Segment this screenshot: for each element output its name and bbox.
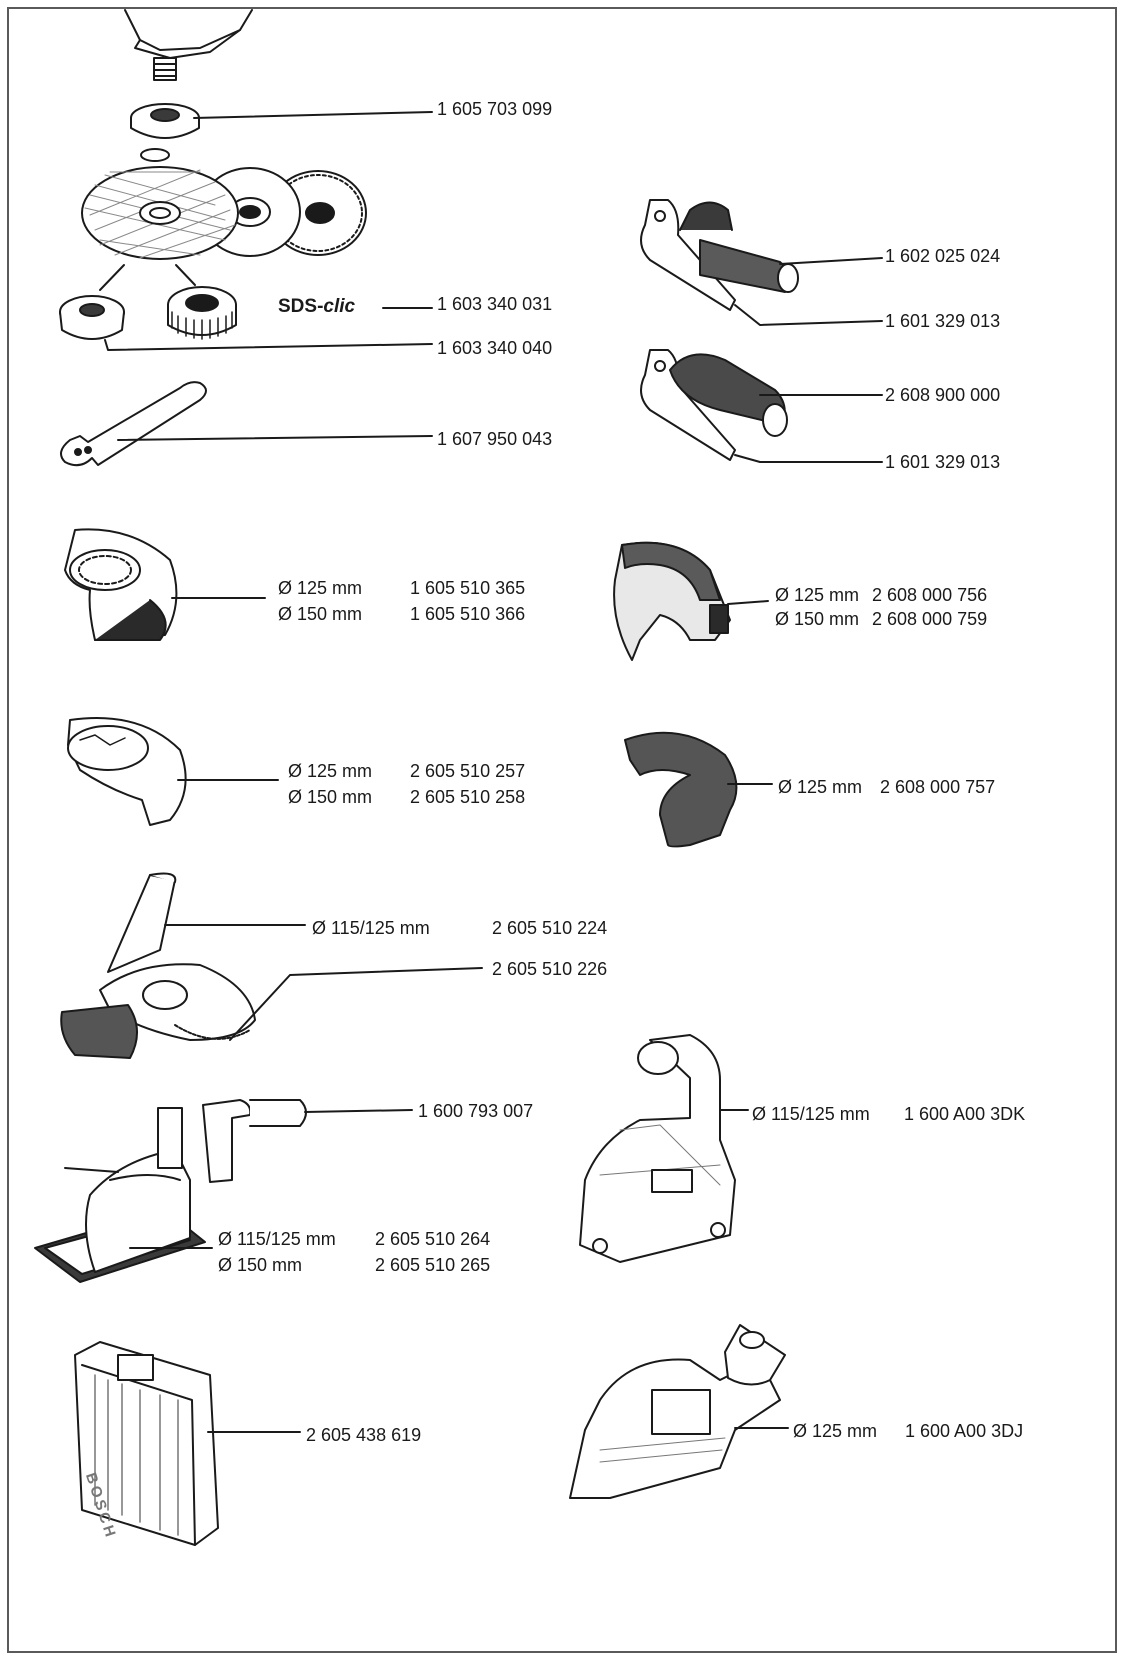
- extraction-hood-2-diameter: Ø 125 mm: [793, 1421, 878, 1441]
- extraction-hood-1-illustration: [580, 1035, 748, 1262]
- extraction-hood-1-diameter: Ø 115/125 mm: [752, 1104, 870, 1124]
- auxiliary-handle-1-illustration: [641, 200, 882, 325]
- extraction-guard-part-number-2: 2 605 510 226: [492, 959, 608, 979]
- guard-2-diameter-2: Ø 150 mm: [288, 787, 373, 807]
- extraction-guard-part-number-1: 2 605 510 224: [492, 918, 608, 938]
- guard-1-diameter-1: Ø 125 mm: [278, 578, 363, 598]
- guide-sled-diameter-2: Ø 150 mm: [218, 1255, 303, 1275]
- guard-1-part-number-1: 1 605 510 365: [410, 578, 526, 598]
- flange-part-number: 1 605 703 099: [437, 99, 553, 119]
- cutting-guard-r1-illustration: [614, 543, 768, 660]
- handle-1-part-number: 1 602 025 024: [885, 246, 1001, 266]
- guard-r1-part-number-1: 2 608 000 756: [872, 585, 988, 605]
- guard-1-diameter-2: Ø 150 mm: [278, 604, 363, 624]
- extraction-hood-2-illustration: [570, 1325, 788, 1498]
- clamping-nut-part-number: 1 603 340 040: [437, 338, 553, 358]
- guard-r1-part-number-2: 2 608 000 759: [872, 609, 988, 629]
- guard-r2-diameter-1: Ø 125 mm: [778, 777, 863, 797]
- guide-sled-diameter-1: Ø 115/125 mm: [218, 1229, 336, 1249]
- guard-2-part-number-2: 2 605 510 258: [410, 787, 526, 807]
- guide-sled-part-number-1: 2 605 510 264: [375, 1229, 491, 1249]
- guard-2-diameter-1: Ø 125 mm: [288, 761, 373, 781]
- case-brand-logo: BOSCH: [81, 1470, 120, 1542]
- protective-guard-1-illustration: [65, 529, 265, 640]
- hose-adapter-part-number: 1 600 793 007: [418, 1101, 534, 1121]
- auxiliary-handle-2-illustration: [641, 350, 882, 462]
- cutting-guard-r2-illustration: [625, 733, 772, 847]
- guard-r1-diameter-2: Ø 150 mm: [775, 609, 860, 629]
- extraction-guard-illustration: [61, 874, 482, 1058]
- grinder-spindle-illustration: [125, 10, 252, 80]
- bracket-2-part-number: 1 601 329 013: [885, 452, 1001, 472]
- handle-2-part-number: 2 608 900 000: [885, 385, 1001, 405]
- sds-clic-brand: SDS-: [278, 296, 324, 317]
- extraction-hood-2-part-number: 1 600 A00 3DJ: [905, 1421, 1024, 1441]
- two-pin-spanner-illustration: [61, 382, 432, 465]
- clamping-nut-illustration: [60, 296, 432, 350]
- guide-sled-part-number-2: 2 605 510 265: [375, 1255, 491, 1275]
- bracket-1-part-number: 1 601 329 013: [885, 311, 1001, 331]
- guard-1-part-number-2: 1 605 510 366: [410, 604, 526, 624]
- sds-clic-suffix: clic: [323, 296, 356, 317]
- guard-r2-part-number-1: 2 608 000 757: [880, 777, 996, 797]
- sds-clic-nut-part-number: 1 603 340 031: [437, 294, 553, 314]
- extraction-guard-diameter: Ø 115/125 mm: [312, 918, 430, 938]
- guard-2-part-number-1: 2 605 510 257: [410, 761, 526, 781]
- o-ring-illustration: [141, 149, 169, 161]
- carrying-case-part-number: 2 605 438 619: [306, 1425, 422, 1445]
- extraction-hood-1-part-number: 1 600 A00 3DK: [904, 1104, 1026, 1124]
- sds-clic-label: [278, 296, 355, 318]
- flange-illustration: [131, 104, 432, 138]
- protective-guard-2-illustration: [68, 718, 278, 825]
- spanner-part-number: 1 607 950 043: [437, 429, 553, 449]
- guard-r1-diameter-1: Ø 125 mm: [775, 585, 860, 605]
- grinding-discs-illustration: [82, 167, 366, 290]
